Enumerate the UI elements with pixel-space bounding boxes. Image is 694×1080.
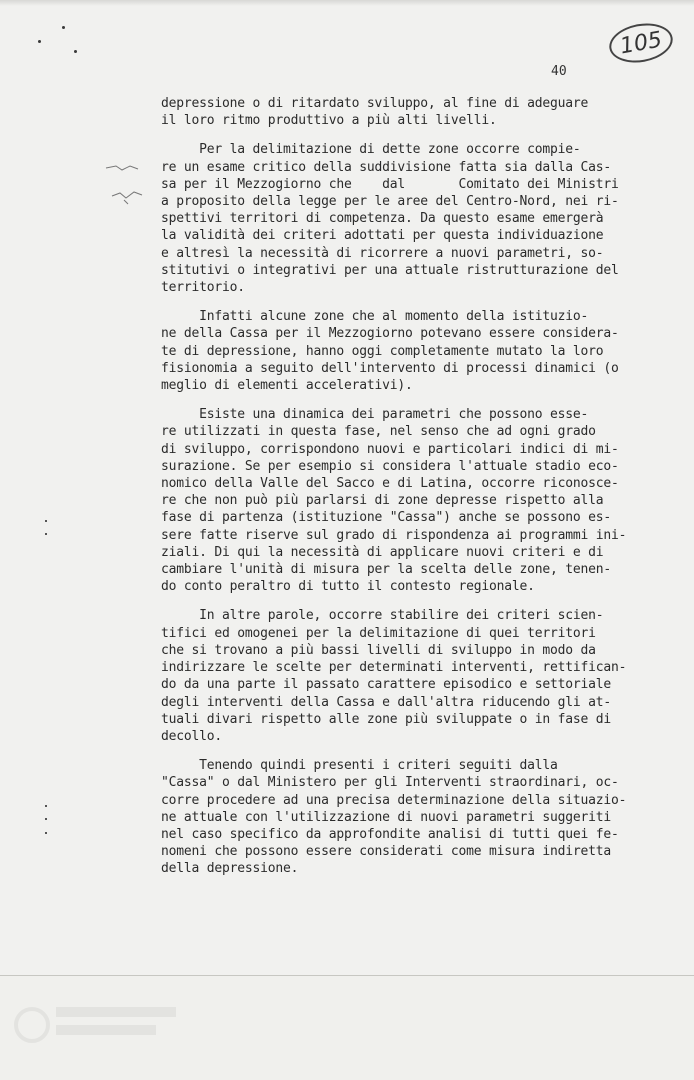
text-line: Tenendo quindi presenti i criteri seguiti dalla <box>161 758 558 774</box>
text-line: surazione. Se per esempio si considera l'attuale stadio eco- <box>161 458 619 474</box>
text-line: ne della Cassa per il Mezzogiorno potevano essere considera- <box>161 326 619 342</box>
text-line: tuali divari rispetto alle zone più sviluppate o in fase di <box>161 711 611 727</box>
text-line: il loro ritmo produttivo a più alti livelli. <box>161 113 497 129</box>
text-line: degli interventi della Cassa e dall'altra riducendo gli at- <box>161 694 611 710</box>
margin-mark <box>45 520 47 522</box>
margin-mark <box>45 818 47 820</box>
text-line: do da una parte il passato carattere episodico e settoriale <box>161 677 611 693</box>
text-line: re che non può più parlarsi di zone depresse rispetto alla <box>161 493 604 509</box>
paragraph <box>161 757 681 877</box>
body-text <box>161 95 681 878</box>
text-line: meglio di elementi accelerativi). <box>161 378 413 394</box>
text-line: indirizzare le scelte per determinati interventi, rettifican- <box>161 660 627 676</box>
text-line: do conto peraltro di tutto il contesto regionale. <box>161 579 535 595</box>
text-line: re un esame critico della suddivisione fatta sia dalla Cas- <box>161 159 611 175</box>
text-line: Infatti alcune zone che al momento della istituzio- <box>161 309 589 325</box>
text-line: la validità dei criteri adottati per questa individuazione <box>161 228 604 244</box>
text-line: stitutivi o integrativi per una attuale ristrutturazione del <box>161 262 619 278</box>
paragraph <box>161 406 681 595</box>
text-line: e altresì la necessità di ricorrere a nuovi parametri, so- <box>161 245 604 261</box>
text-line: a proposito della legge per le aree del Centro-Nord, nei ri- <box>161 194 619 210</box>
text-line: fase di partenza (istituzione "Cassa") anche se possono es- <box>161 510 611 526</box>
archive-watermark <box>10 985 190 1060</box>
text-line: della depressione. <box>161 861 299 877</box>
text-line: sa per il Mezzogiorno che dal Comitato dei Ministri <box>161 176 619 192</box>
text-line: cambiare l'unità di misura per la scelta delle zone, tenen- <box>161 562 611 578</box>
text-line: corre procedere ad una precisa determinazione della situazio- <box>161 792 627 808</box>
margin-mark <box>45 832 47 834</box>
paragraph <box>161 95 681 129</box>
margin-scribble <box>104 158 154 208</box>
text-line: In altre parole, occorre stabilire dei criteri scien- <box>161 608 604 624</box>
text-line: depressione o di ritardato sviluppo, al fine di adeguare <box>161 96 589 111</box>
text-line: di sviluppo, corrispondono nuovi e particolari indici di mi- <box>161 441 619 457</box>
paragraph <box>161 308 681 394</box>
scan-top-edge <box>0 0 694 6</box>
text-line: "Cassa" o dal Ministero per gli Interventi straordinari, oc- <box>161 775 619 791</box>
paragraph <box>161 607 681 745</box>
margin-mark <box>45 805 47 807</box>
text-line: re utilizzati in questa fase, nel senso che ad ogni grado <box>161 424 596 440</box>
page-number: 40 <box>551 64 567 79</box>
text-line: decollo. <box>161 728 223 744</box>
text-line: Esiste una dinamica dei parametri che possono esse- <box>161 407 589 423</box>
archive-number-stamp: 105 <box>606 19 676 68</box>
text-line: nomico della Valle del Sacco e di Latina, occorre riconosce- <box>161 476 619 492</box>
text-line: spettivi territori di competenza. Da questo esame emergerà <box>161 211 604 227</box>
text-line: Per la delimitazione di dette zone occorre compie- <box>161 142 581 158</box>
text-line: nel caso specifico da approfondite analisi di tutti quei fe- <box>161 826 619 842</box>
text-line: territorio. <box>161 280 245 296</box>
text-line: nomeni che possono essere considerati come misura indiretta <box>161 844 611 860</box>
text-line: sere fatte riserve sul grado di rispondenza ai programmi ini- <box>161 527 627 543</box>
paragraph <box>161 141 681 296</box>
punch-mark <box>62 26 65 29</box>
text-line: ziali. Di qui la necessità di applicare nuovi criteri e di <box>161 544 604 560</box>
punch-mark <box>74 50 77 53</box>
text-line: che si trovano a più bassi livelli di sviluppo in modo da <box>161 642 596 658</box>
punch-mark <box>38 40 41 43</box>
text-line: te di depressione, hanno oggi completamente mutato la loro <box>161 343 604 359</box>
text-line: tifici ed omogenei per la delimitazione di quei territori <box>161 625 596 641</box>
text-line: ne attuale con l'utilizzazione di nuovi parametri suggeriti <box>161 809 611 825</box>
text-line: fisionomia a seguito dell'intervento di processi dinamici (o <box>161 360 619 376</box>
margin-mark <box>45 533 47 535</box>
